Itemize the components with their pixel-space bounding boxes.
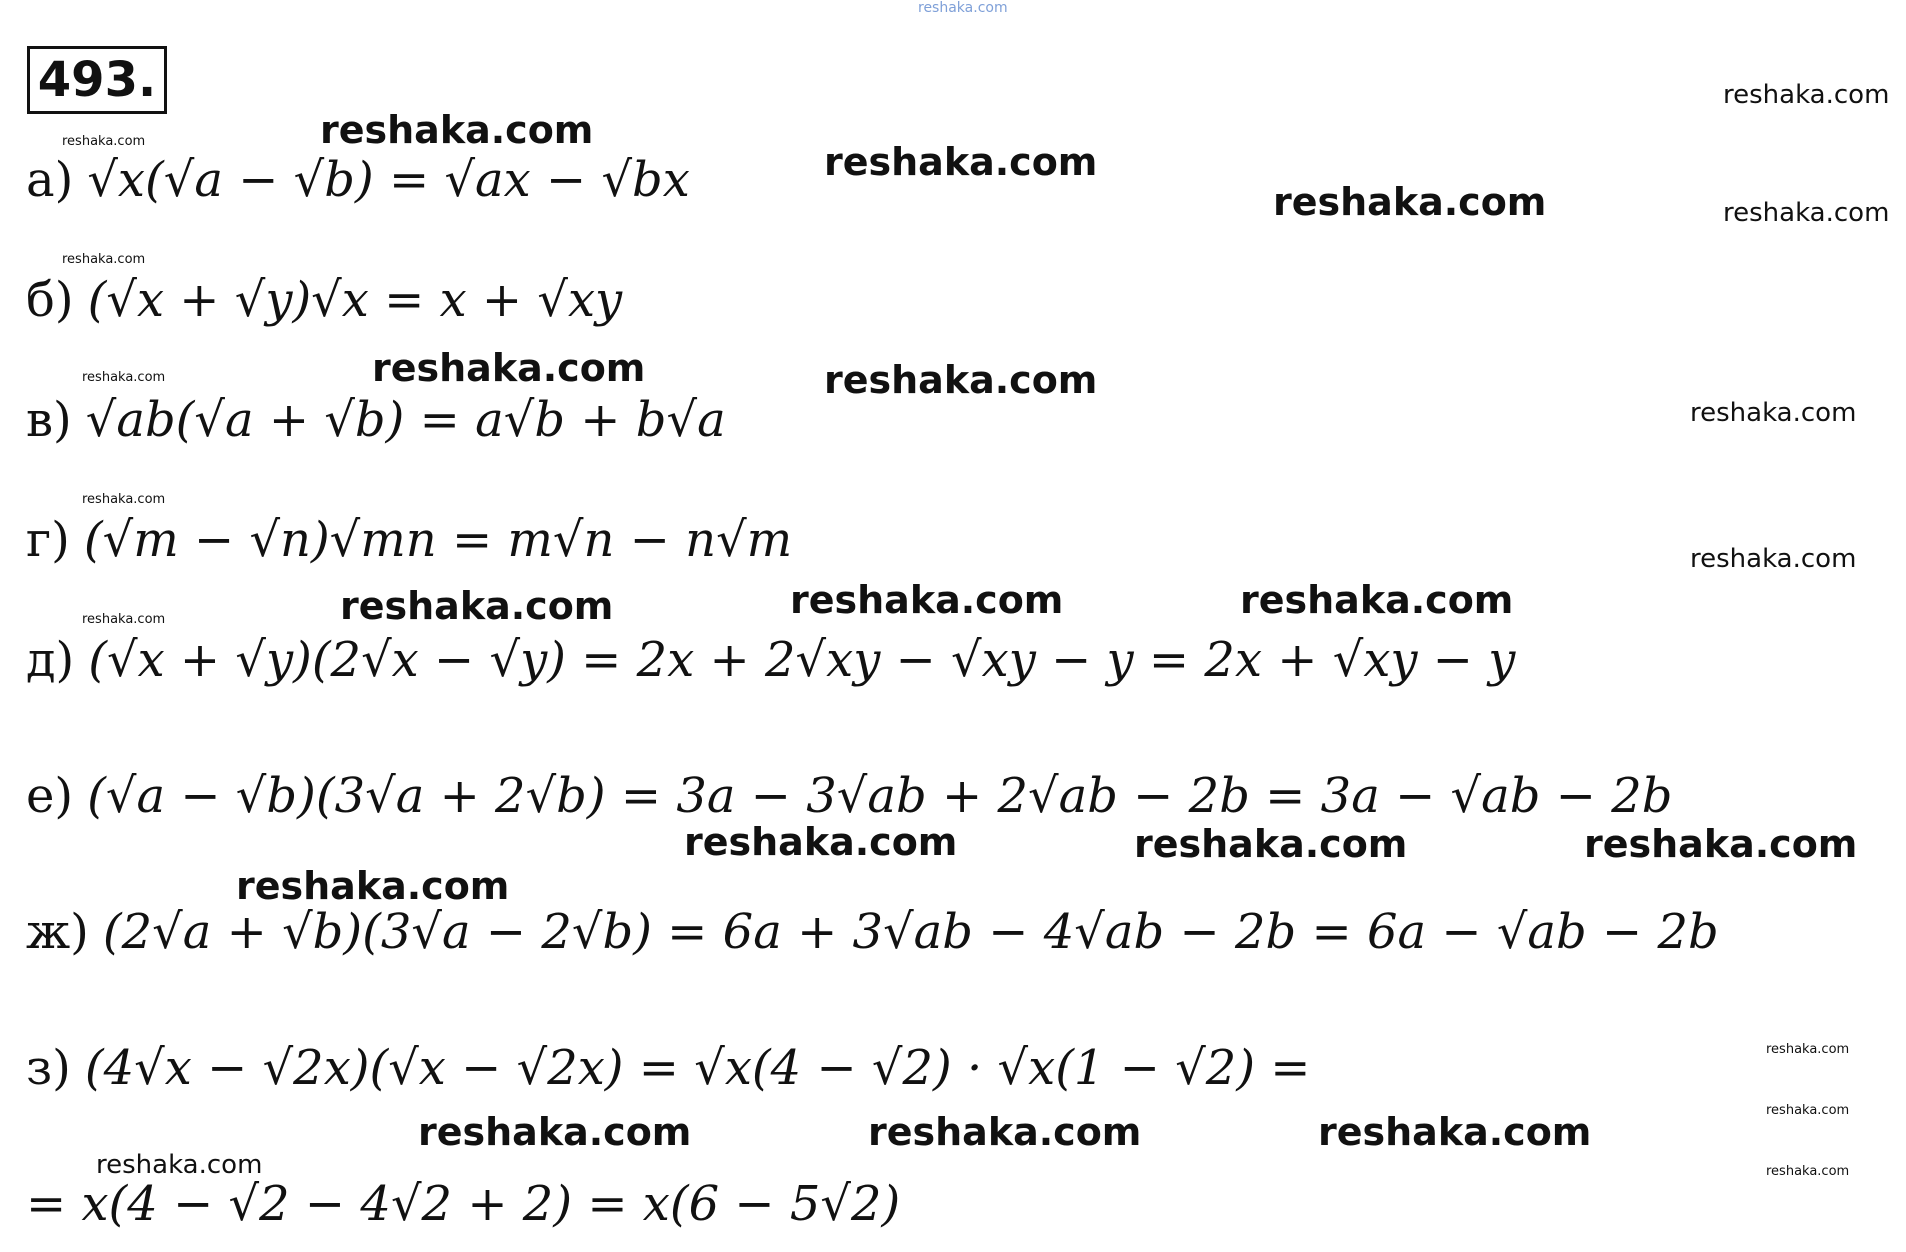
equation-expression: √x(√a − √b) = √ax − √bx [87,152,690,208]
equation-zh [26,904,1719,960]
equation-a [26,152,690,208]
problem-number: 493. [27,46,167,114]
equation-expression: (√a − √b)(3√a + 2√b) = 3a − 3√ab + 2√ab − 2b = 3a − √ab − 2b [87,768,1673,824]
watermark: reshaka.com [1766,1164,1850,1179]
watermark: reshaka.com [320,108,594,152]
watermark: reshaka.com [82,612,166,627]
equation-expression: (2√a + √b)(3√a − 2√b) = 6a + 3√ab − 4√ab − 2b = 6a − √ab − 2b [102,904,1719,960]
equation-label: е) [26,768,74,824]
watermark: reshaka.com [1134,822,1408,866]
watermark: reshaka.com [236,864,510,908]
watermark: reshaka.com [1240,578,1514,622]
equation-label: а) [26,152,74,208]
watermark: reshaka.com [1766,1042,1850,1057]
watermark: reshaka.com [418,1110,692,1154]
watermark: reshaka.com [824,140,1098,184]
equation-expression: (4√x − √2x)(√x − √2x) = √x(4 − √2) · √x(1 − √2) = [84,1040,1311,1096]
watermark: reshaka.com [82,492,166,507]
watermark: reshaka.com [1584,822,1858,866]
equation-expression: = x(4 − √2 − 4√2 + 2) = x(6 − 5√2) [26,1176,901,1232]
equation-e [26,768,1672,824]
equation-label: б) [26,272,74,328]
watermark: reshaka.com [1723,198,1890,228]
watermark-top: reshaka.com [918,0,1008,16]
equation-label: ж) [26,904,89,960]
equation-b [26,272,622,328]
watermark: reshaka.com [868,1110,1142,1154]
watermark: reshaka.com [62,252,146,267]
watermark: reshaka.com [684,820,958,864]
equation-label: в) [26,392,72,448]
watermark: reshaka.com [96,1150,263,1180]
equation-g [26,512,792,568]
equation-expression: (√m − √n)√mn = m√n − n√m [83,512,793,568]
equation-d [26,632,1515,688]
watermark: reshaka.com [340,584,614,628]
equation-label: г) [26,512,70,568]
equation-label: з) [26,1040,71,1096]
equation-z [26,1040,1311,1096]
watermark: reshaka.com [1318,1110,1592,1154]
watermark: reshaka.com [1723,80,1890,110]
watermark: reshaka.com [62,134,146,149]
equation-label: д) [26,632,75,688]
equation-expression: (√x + √y)(2√x − √y) = 2x + 2√xy − √xy − y = 2x + √xy − y [88,632,1516,688]
watermark: reshaka.com [372,346,646,390]
watermark: reshaka.com [1273,180,1547,224]
watermark: reshaka.com [790,578,1064,622]
watermark: reshaka.com [1766,1103,1850,1118]
equation-z-continued [26,1176,900,1232]
watermark: reshaka.com [82,370,166,385]
equation-expression: √ab(√a + √b) = a√b + b√a [85,392,726,448]
watermark: reshaka.com [824,358,1098,402]
equation-v [26,392,726,448]
watermark: reshaka.com [1690,544,1857,574]
watermark: reshaka.com [1690,398,1857,428]
equation-expression: (√x + √y)√x = x + √xy [87,272,623,328]
